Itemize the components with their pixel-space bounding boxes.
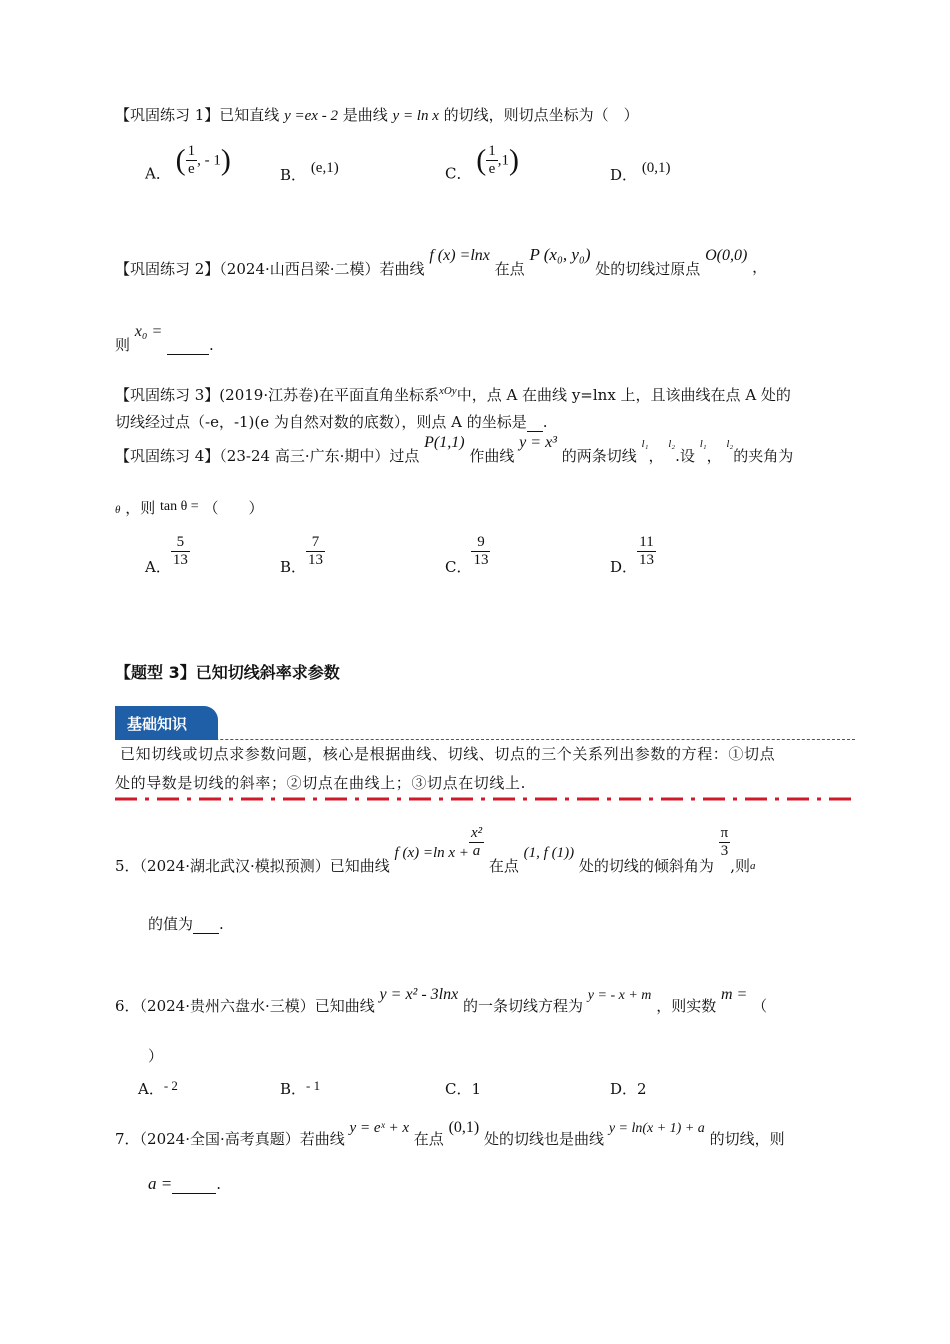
knowledge-tab (115, 706, 855, 740)
question-6-option-a[interactable]: A．- 2 (138, 1078, 178, 1098)
exercise-3-answer-blank[interactable] (527, 413, 543, 432)
knowledge-text-line1: 已知切线或切点求参数问题，核心是根据曲线、切线、切点的三个关系列出参数的方程：①切点 (120, 745, 776, 763)
exercise-2-answer-line: 则 x₀ = . (115, 323, 214, 354)
exercise-4-stem: 【巩固练习 4】（23-24 高三·广东·期中）过点 P(1,1) 作曲线 y = x³ 的两条切线 l₁， l₂.设 l₁， l₂的夹角为 (115, 434, 794, 465)
exercise-2-answer-blank[interactable] (167, 336, 209, 355)
knowledge-red-divider (115, 797, 855, 801)
question-5-stem: 5．（2024·湖北武汉·模拟预测）已知曲线 f (x) =ln x + $\frac{\text{x²}}{a}$ 在点 (1, f (1)) 处的切线的倾斜角为 $\frac{\pi}{3}$ ,则$_a$ (115, 825, 756, 875)
exercise-1-line-equation: y =ex - 2 (284, 108, 338, 124)
exercise-3-stem-line2: 切线经过点（-e，-1)(e 为自然对数的底数），则点 A 的坐标是 . (115, 413, 548, 431)
knowledge-tab-label: 基础知识 (127, 715, 188, 733)
exercise-1-option-a[interactable]: A． ( $\frac{1}{e}$ , - 1) (145, 143, 231, 183)
exercise-1-curve-equation: y = ln x (392, 108, 439, 124)
exercise-3-stem-line1: 【巩固练习 3】(2019·江苏卷)在平面直角坐标系$^{xOy}$中，点 A 在曲线 y=lnx 上，且该曲线在点 A 处的 (115, 385, 791, 404)
knowledge-text-line2: 处的导数是切线的斜率；②切点在曲线上；③切点在切线上. (115, 774, 526, 792)
exercise-4-question-line: θ ，则 tan θ = （ ） (115, 499, 264, 517)
knowledge-tab-divider (115, 739, 855, 740)
question-5-answer-blank[interactable] (193, 915, 219, 934)
question-7-answer-line: a = . (148, 1174, 222, 1193)
question-6-stem: 6．（2024·贵州六盘水·三模）已知曲线 y = x² - 3lnx 的一条切线方程为 y = - x + m ，则实数 m = （ (115, 986, 768, 1015)
section-title: 【题型 3】已知切线斜率求参数 (115, 663, 340, 682)
question-5-answer-line: 的值为 . (148, 915, 224, 933)
exercise-1-stem: 【巩固练习 1】已知直线 y =ex - 2 是曲线 y = ln x 的切线，则切点坐标为（ ） (115, 106, 639, 124)
question-7-stem: 7．（2024·全国·高考真题）若曲线 y = eˣ + x 在点 (0,1) 处的切线也是曲线 y = ln(x + 1) + a 的切线，则 (115, 1119, 785, 1148)
exercise-4-option-c[interactable]: C． $\frac{9}{13}$ (445, 534, 489, 576)
exercise-1-option-c[interactable]: C． ( $\frac{1}{e}$ ,1) (445, 143, 520, 183)
question-7-answer-blank[interactable] (172, 1175, 216, 1194)
question-6-option-d[interactable]: D．2 (610, 1080, 647, 1098)
exercise-1-option-b[interactable]: B． (e,1) (280, 160, 339, 184)
question-6-option-b[interactable]: B．- 1 (280, 1078, 321, 1098)
question-6-option-c[interactable]: C．1 (445, 1080, 482, 1098)
exercise-4-option-a[interactable]: A． $\frac{5}{13}$ (145, 534, 188, 576)
exercise-4-option-d[interactable]: D． $\frac{11}{13}$ (610, 534, 655, 576)
exercise-1-option-d[interactable]: D． (0,1) (610, 160, 671, 184)
question-6-paren-close: ） (148, 1047, 164, 1065)
exercise-4-option-b[interactable]: B． $\frac{7}{13}$ (280, 534, 324, 576)
exercise-2-stem: 【巩固练习 2】（2024·山西吕梁·二模）若曲线 f (x) =lnx 在点 P (x₀, y₀) 处的切线过原点 O(0,0) ， (115, 245, 768, 278)
